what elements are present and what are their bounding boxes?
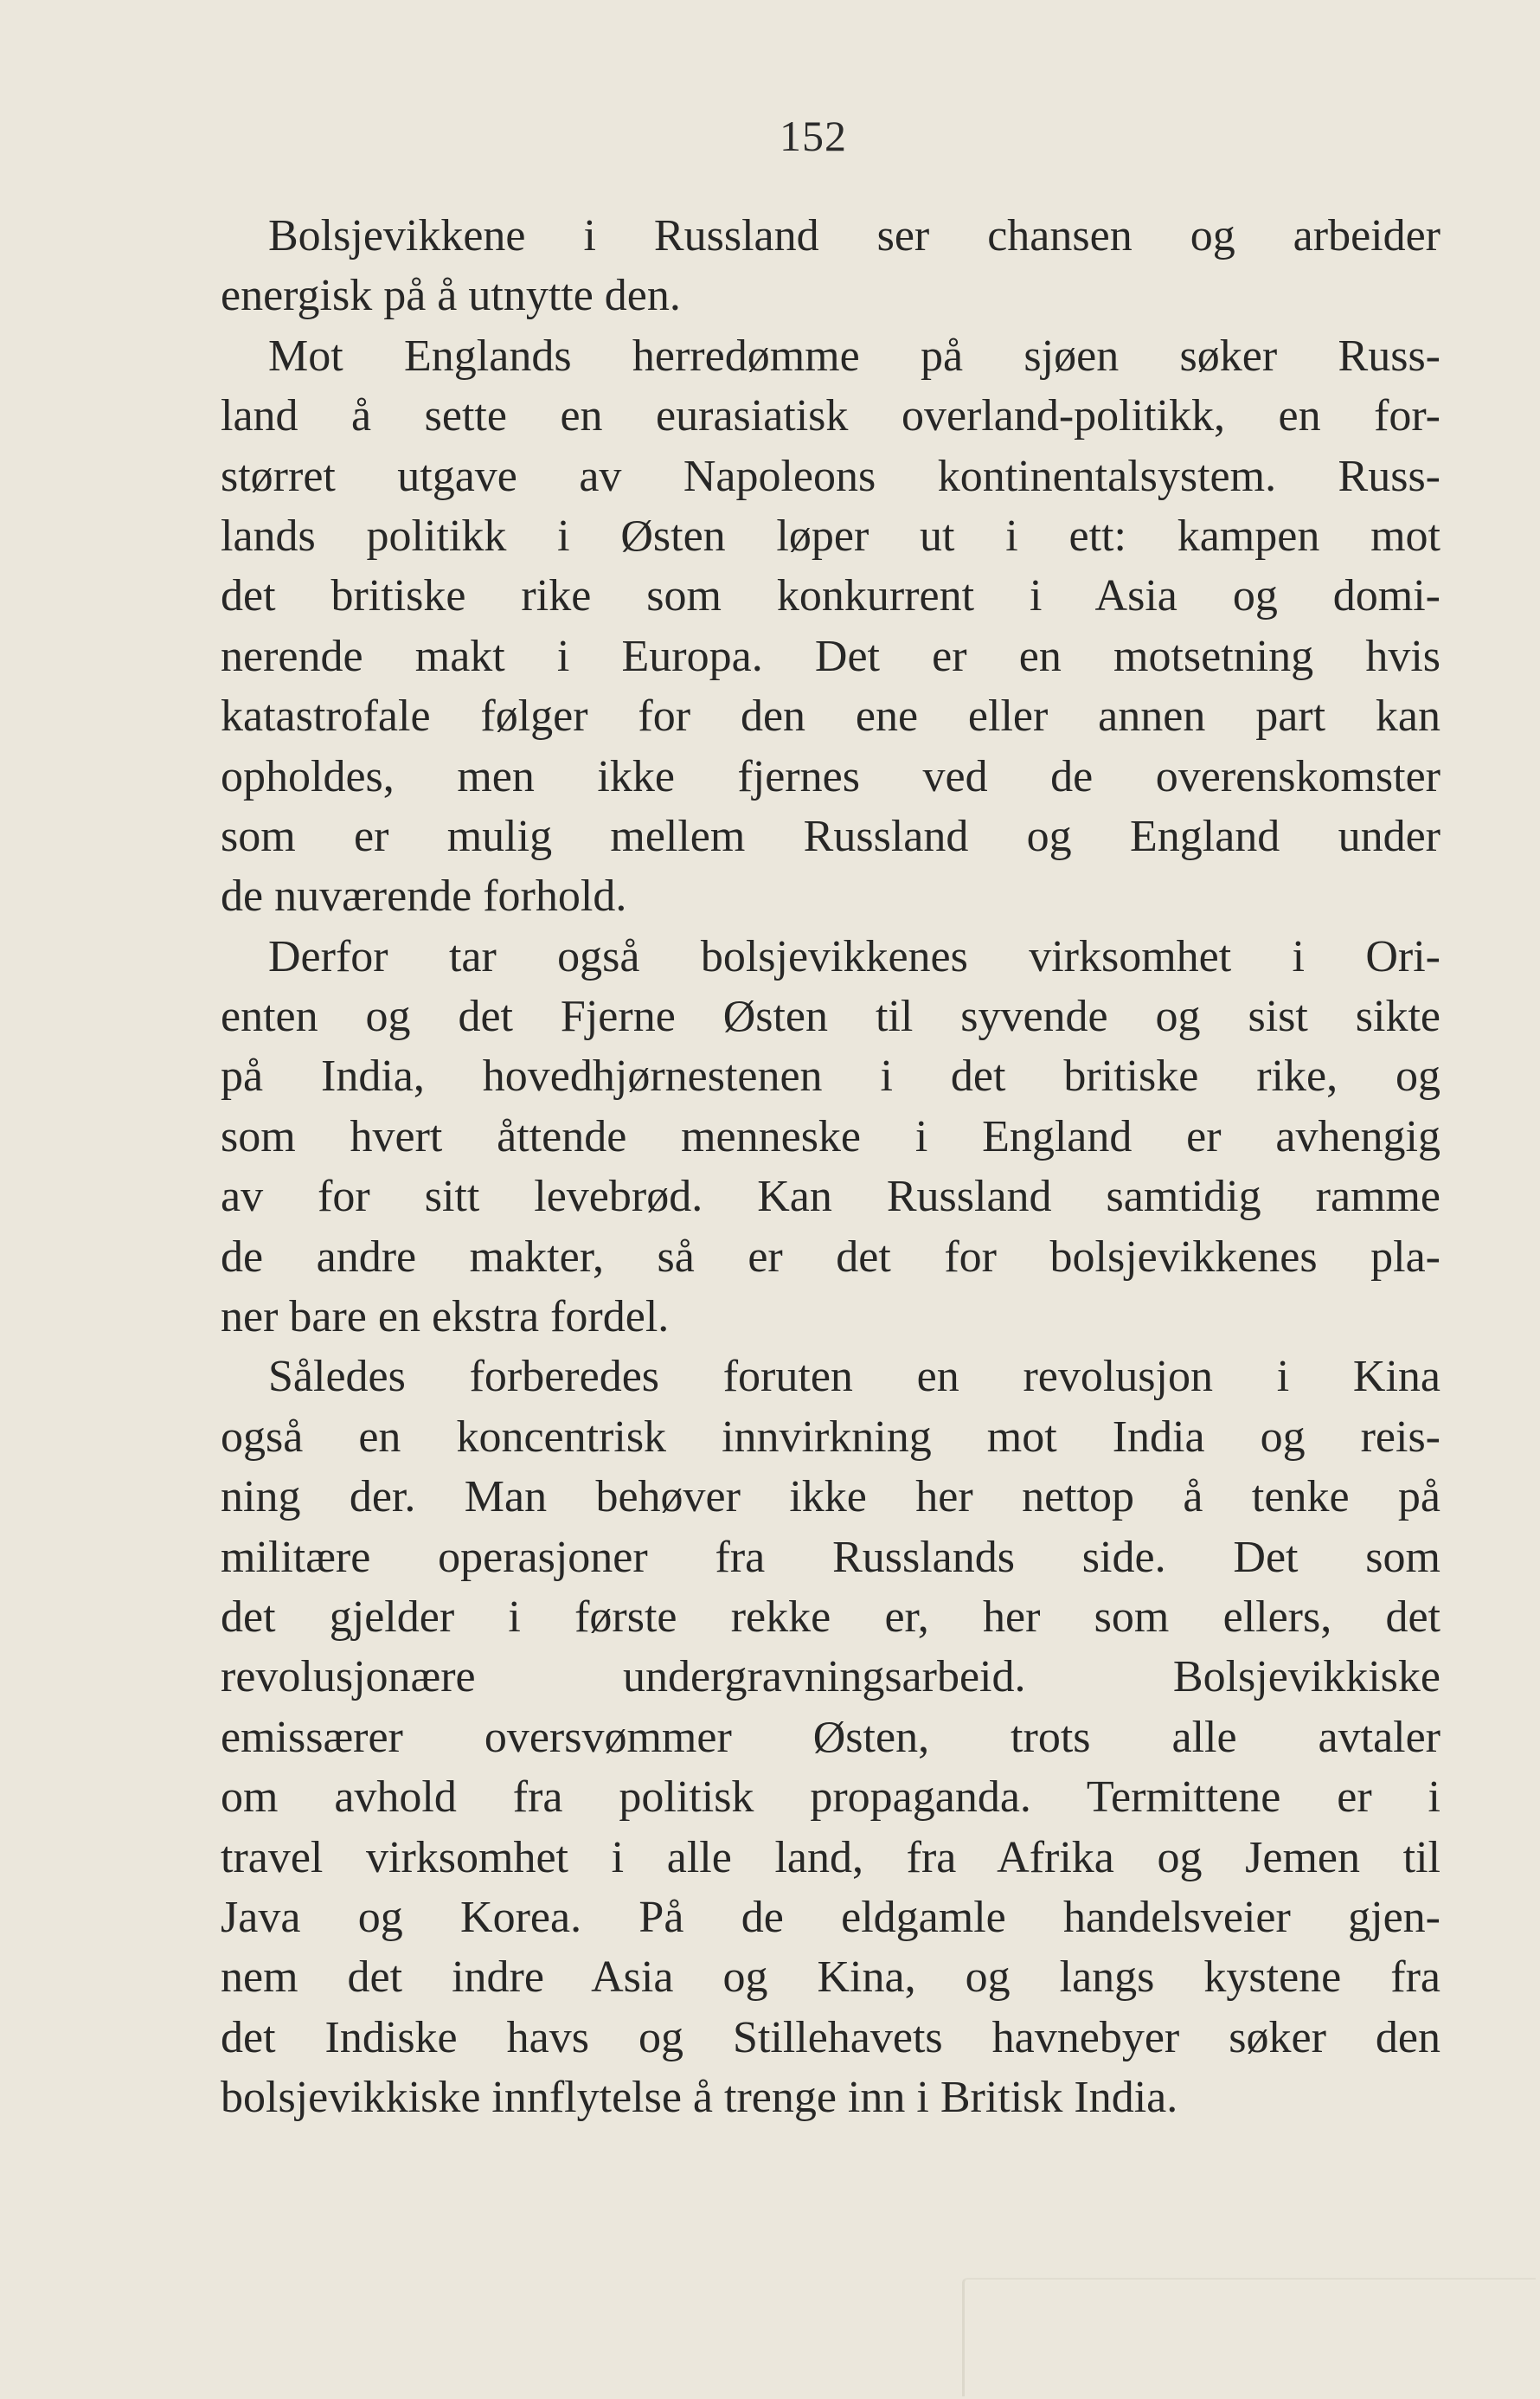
paragraph	[221, 1347, 1441, 2127]
text-line: nerende makt i Europa. Det er en motsetning hvis	[221, 631, 1441, 681]
text-line: ning der. Man behøver ikke her nettop å tenke på	[221, 1472, 1441, 1522]
text-line: katastrofale følger for den ene eller annen part kan	[221, 691, 1441, 742]
text-line: av for sitt levebrød. Kan Russland samtidig ramme	[221, 1172, 1441, 1222]
paragraph	[221, 927, 1441, 1347]
text-line: Mot Englands herredømme på sjøen søker Russ-	[268, 331, 1441, 381]
text-line: også en koncentrisk innvirkning mot India og reis-	[221, 1412, 1441, 1462]
text-line: travel virksomhet i alle land, fra Afrika og Jemen til	[221, 1832, 1441, 1882]
text-line: opholdes, men ikke fjernes ved de overenskomster	[221, 751, 1441, 801]
text-line: det Indiske havs og Stillehavets havnebyer søker den	[221, 2012, 1441, 2062]
text-line: det gjelder i første rekke er, her som ellers, det	[221, 1592, 1441, 1642]
page-corner-mark	[962, 2278, 1536, 2396]
text-line: enten og det Fjerne Østen til syvende og sist sikte	[221, 992, 1441, 1042]
text-line: emissærer oversvømmer Østen, trots alle avtaler	[221, 1712, 1441, 1762]
text-line: ner bare en ekstra fordel.	[221, 1292, 670, 1342]
text-line: som hvert åttende menneske i England er avhengig	[221, 1111, 1441, 1161]
text-line: de andre makter, så er det for bolsjevikkenes pla-	[221, 1232, 1441, 1282]
text-line: militære operasjoner fra Russlands side. Det som	[221, 1532, 1441, 1582]
text-line: Derfor tar også bolsjevikkenes virksomhet i Ori-	[268, 931, 1441, 981]
text-line: størret utgave av Napoleons kontinentalsystem. Russ-	[221, 451, 1441, 501]
text-line: revolusjonære undergravningsarbeid. Bolsjevikkiske	[221, 1652, 1441, 1702]
text-line: som er mulig mellem Russland og England under	[221, 811, 1441, 861]
text-line: lands politikk i Østen løper ut i ett: kampen mot	[221, 511, 1441, 561]
text-line: de nuværende forhold.	[221, 871, 627, 922]
body-text	[221, 206, 1441, 2128]
text-line: energisk på å utnytte den.	[221, 271, 681, 321]
text-line: om avhold fra politisk propaganda. Termittene er i	[221, 1772, 1441, 1823]
page-number: 152	[780, 112, 847, 160]
text-line: nem det indre Asia og Kina, og langs kystene fra	[221, 1952, 1441, 2003]
text-line: Bolsjevikkene i Russland ser chansen og arbeider	[268, 211, 1441, 260]
paragraph	[221, 326, 1441, 927]
text-line: Java og Korea. På de eldgamle handelsveier gjen-	[221, 1892, 1441, 1942]
text-line: det britiske rike som konkurrent i Asia og domi-	[221, 571, 1441, 621]
text-line: land å sette en eurasiatisk overland-politikk, en for-	[221, 391, 1441, 441]
paragraph	[221, 206, 1441, 326]
text-line: bolsjevikkiske innflytelse å trenge inn i Britisk India.	[221, 2073, 1178, 2123]
text-line: Således forberedes foruten en revolusjon i Kina	[268, 1352, 1441, 1402]
text-line: på India, hovedhjørnestenen i det britiske rike, og	[221, 1052, 1441, 1102]
